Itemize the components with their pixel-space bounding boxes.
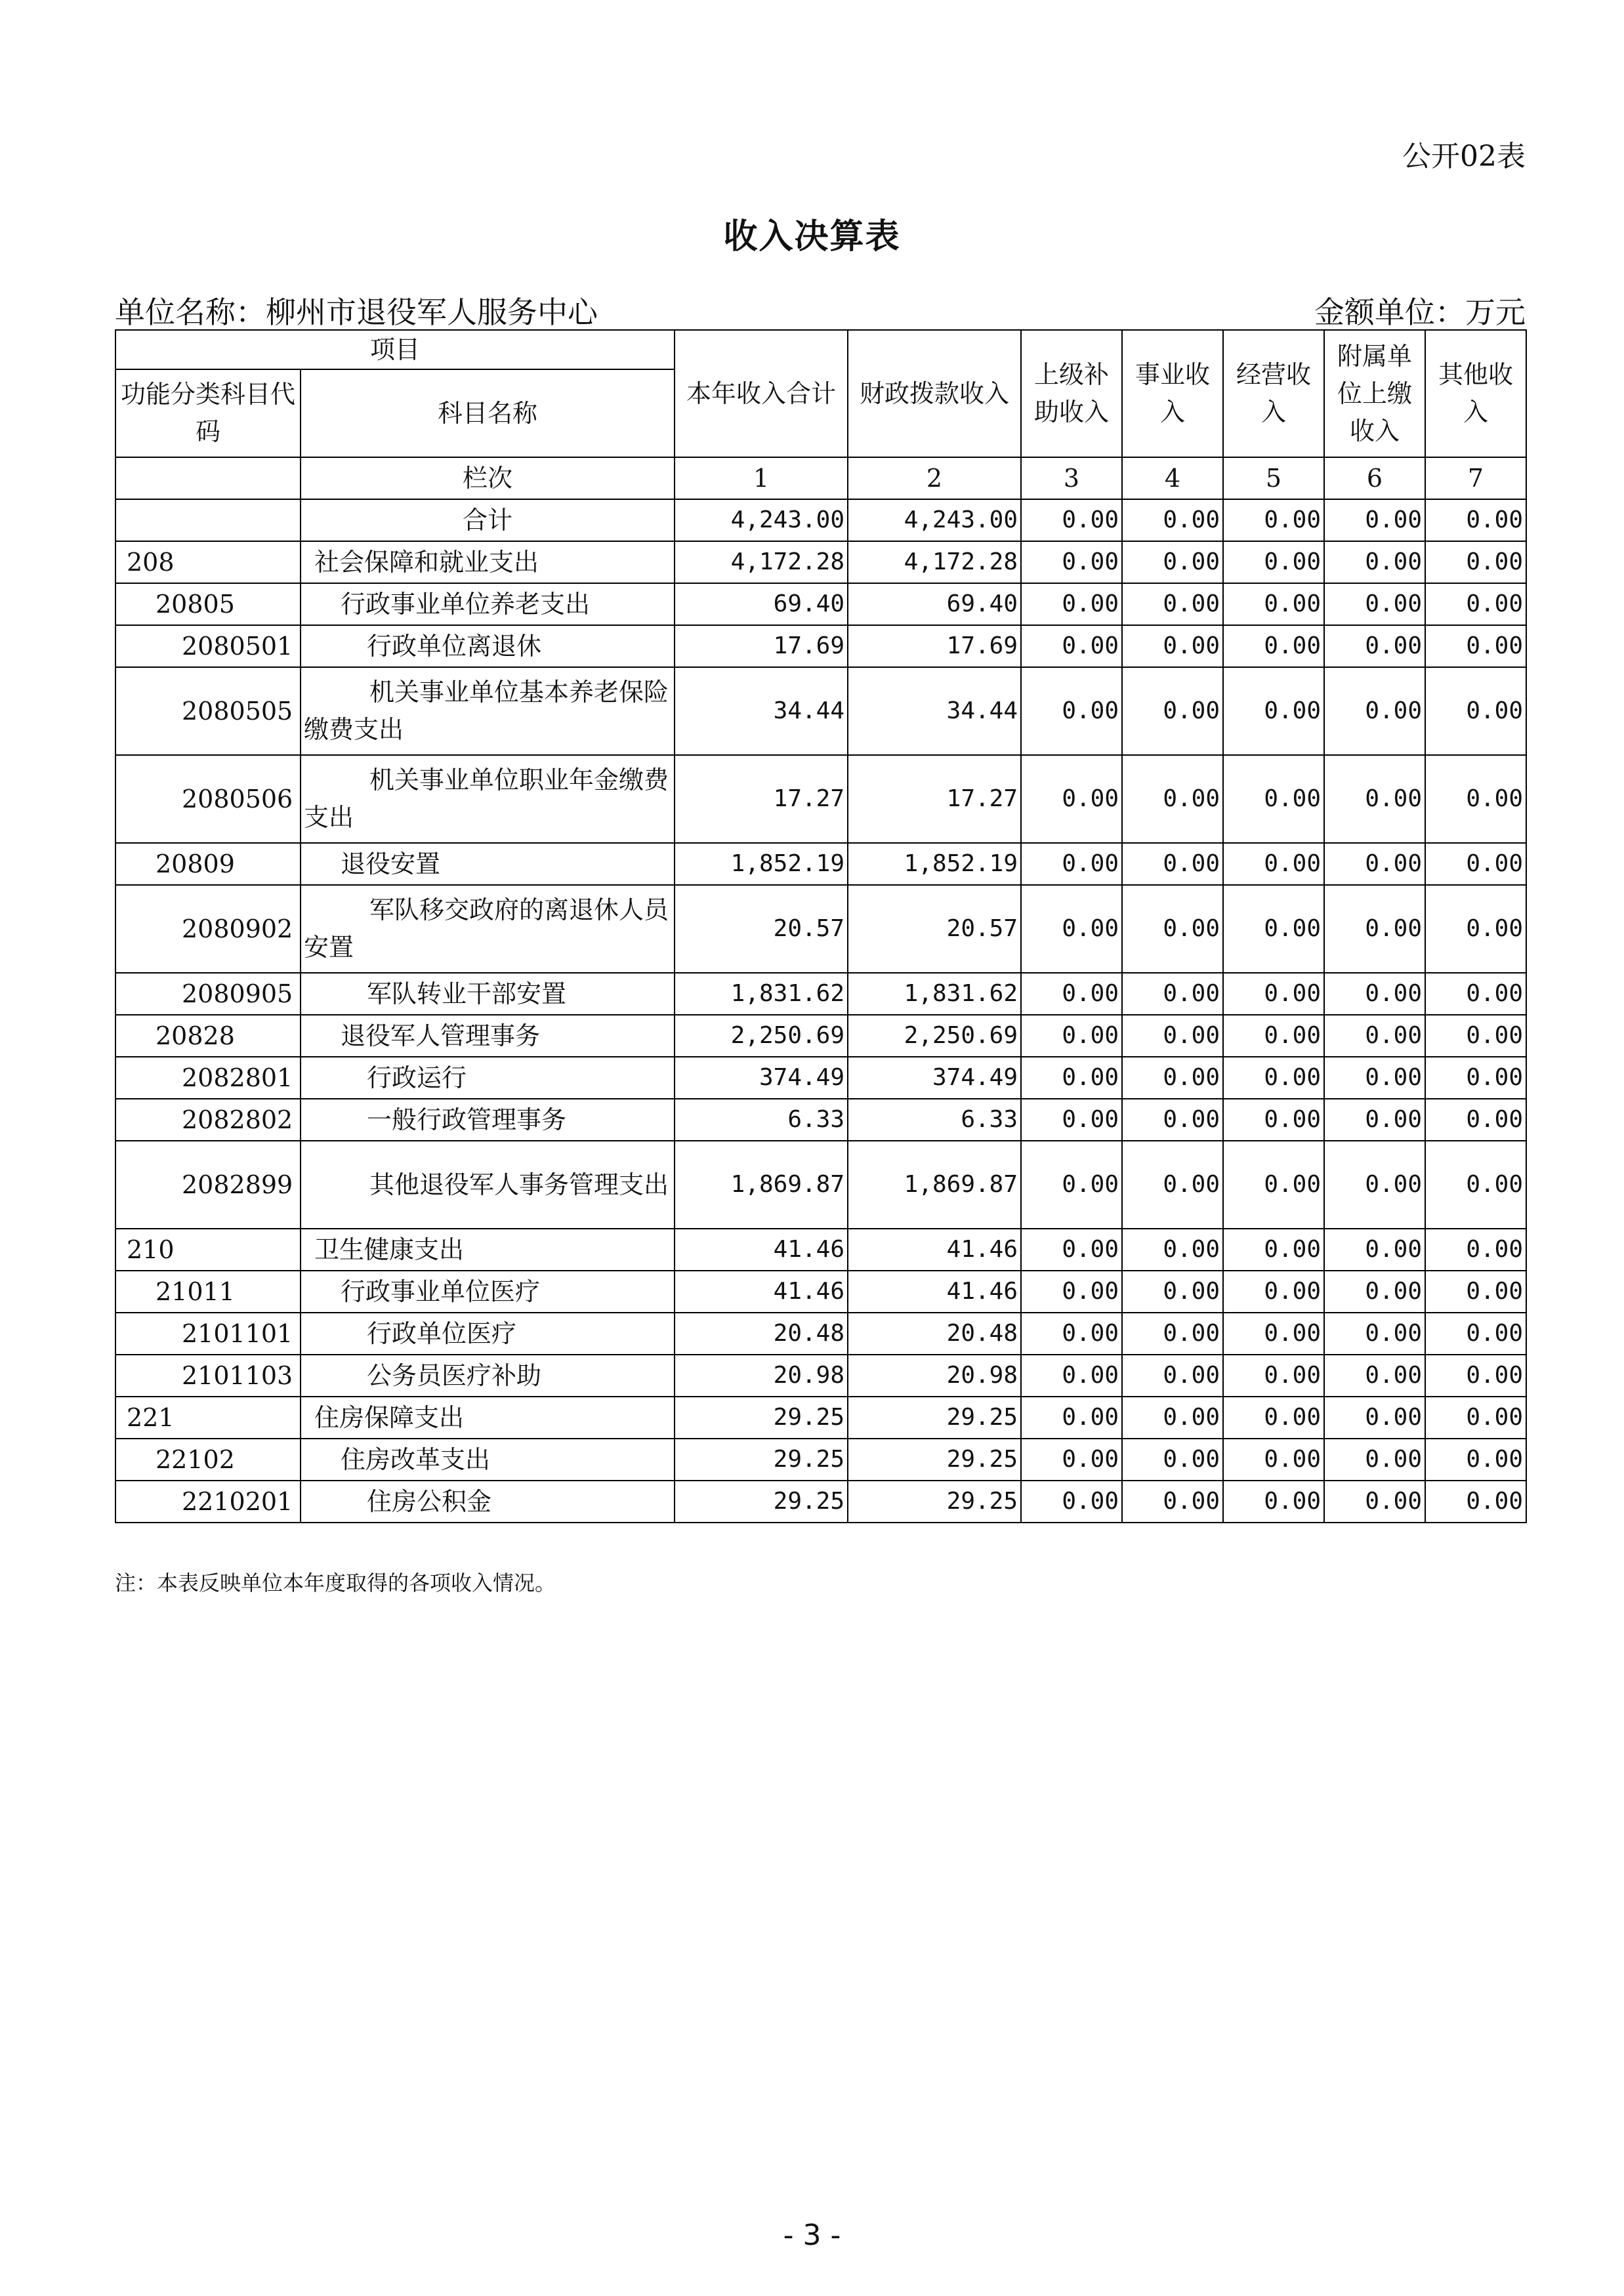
subject-name: 公务员医疗补助 — [301, 1355, 675, 1397]
amount-cell: 0.00 — [1324, 1099, 1425, 1141]
table-row — [115, 541, 1526, 583]
amount-cell: 0.00 — [1223, 499, 1324, 541]
amount-cell: 0.00 — [1324, 541, 1425, 583]
amount-cell: 17.27 — [675, 755, 848, 843]
amount-cell: 0.00 — [1425, 1099, 1526, 1141]
table-row — [115, 1313, 1526, 1355]
column-label: 栏次 — [301, 457, 675, 499]
subject-name: 军队转业干部安置 — [301, 973, 675, 1015]
table-row — [115, 843, 1526, 885]
subject-code: 2080506 — [115, 755, 301, 843]
amount-cell: 0.00 — [1425, 625, 1526, 667]
amount-cell: 0.00 — [1223, 1271, 1324, 1313]
amount-cell: 0.00 — [1223, 1439, 1324, 1481]
amount-cell: 0.00 — [1324, 1355, 1425, 1397]
subject-code: 2101103 — [115, 1355, 301, 1397]
subject-name: 住房改革支出 — [301, 1439, 675, 1481]
amount-cell: 0.00 — [1324, 1057, 1425, 1099]
subject-name: 住房公积金 — [301, 1481, 675, 1523]
amount-cell: 0.00 — [1223, 1057, 1324, 1099]
subject-name: 行政事业单位养老支出 — [301, 583, 675, 625]
amount-cell: 0.00 — [1425, 541, 1526, 583]
subject-code: 21011 — [115, 1271, 301, 1313]
amount-cell: 0.00 — [1223, 625, 1324, 667]
amount-cell: 0.00 — [1122, 1397, 1223, 1439]
amount-cell: 29.25 — [848, 1397, 1021, 1439]
amount-cell: 29.25 — [848, 1439, 1021, 1481]
amount-cell: 0.00 — [1021, 1313, 1122, 1355]
amount-cell: 29.25 — [675, 1439, 848, 1481]
amount-cell: 20.98 — [675, 1355, 848, 1397]
amount-cell: 0.00 — [1122, 1355, 1223, 1397]
amount-cell: 1,869.87 — [848, 1141, 1021, 1229]
table-row — [115, 1355, 1526, 1397]
table-row — [115, 1439, 1526, 1481]
subject-code: 22102 — [115, 1439, 301, 1481]
amount-cell: 2,250.69 — [675, 1015, 848, 1057]
column-number: 2 — [848, 457, 1021, 499]
page-title: 收入决算表 — [723, 217, 901, 256]
amount-cell: 0.00 — [1021, 885, 1122, 973]
amount-cell: 0.00 — [1021, 1439, 1122, 1481]
amount-cell: 0.00 — [1324, 755, 1425, 843]
amount-cell: 0.00 — [1223, 1099, 1324, 1141]
subject-name: 军队移交政府的离退休人员安置 — [301, 885, 675, 973]
table-row — [115, 885, 1526, 973]
amount-cell: 0.00 — [1021, 667, 1122, 755]
amount-cell: 34.44 — [675, 667, 848, 755]
amount-cell: 29.25 — [848, 1481, 1021, 1523]
subject-name: 退役安置 — [301, 843, 675, 885]
amount-cell: 0.00 — [1324, 1141, 1425, 1229]
amount-cell: 0.00 — [1122, 625, 1223, 667]
amount-cell: 0.00 — [1324, 1313, 1425, 1355]
amount-cell: 0.00 — [1021, 1355, 1122, 1397]
amount-cell: 0.00 — [1122, 1141, 1223, 1229]
subject-name: 行政事业单位医疗 — [301, 1271, 675, 1313]
amount-cell: 0.00 — [1425, 1397, 1526, 1439]
subject-code: 20828 — [115, 1015, 301, 1057]
amount-cell: 0.00 — [1021, 843, 1122, 885]
table-row — [115, 667, 1526, 755]
amount-cell: 0.00 — [1324, 1397, 1425, 1439]
amount-cell: 29.25 — [675, 1481, 848, 1523]
subject-code — [115, 499, 301, 541]
amount-cell: 0.00 — [1425, 1355, 1526, 1397]
table-row — [115, 755, 1526, 843]
amount-cell: 0.00 — [1021, 499, 1122, 541]
subject-name: 行政单位医疗 — [301, 1313, 675, 1355]
subject-name: 其他退役军人事务管理支出 — [301, 1141, 675, 1229]
amount-cell: 0.00 — [1223, 1229, 1324, 1271]
amount-cell: 0.00 — [1122, 755, 1223, 843]
page-number: - 3 - — [783, 2219, 841, 2252]
amount-cell: 0.00 — [1021, 1397, 1122, 1439]
amount-cell: 0.00 — [1425, 1313, 1526, 1355]
amount-cell: 0.00 — [1223, 667, 1324, 755]
table-row — [115, 973, 1526, 1015]
column-number-row — [115, 457, 1526, 499]
amount-cell: 374.49 — [848, 1057, 1021, 1099]
amount-cell: 29.25 — [675, 1397, 848, 1439]
amount-cell: 20.48 — [848, 1313, 1021, 1355]
amount-cell: 0.00 — [1122, 1439, 1223, 1481]
subject-name: 合计 — [301, 499, 675, 541]
amount-cell: 0.00 — [1425, 1057, 1526, 1099]
amount-cell: 69.40 — [848, 583, 1021, 625]
amount-cell: 20.57 — [848, 885, 1021, 973]
amount-cell: 41.46 — [675, 1271, 848, 1313]
amount-cell: 0.00 — [1223, 583, 1324, 625]
amount-cell: 0.00 — [1425, 1481, 1526, 1523]
amount-cell: 0.00 — [1425, 973, 1526, 1015]
amount-cell: 20.48 — [675, 1313, 848, 1355]
amount-cell: 0.00 — [1324, 499, 1425, 541]
amount-cell: 0.00 — [1021, 1015, 1122, 1057]
header-total: 本年收入合计 — [675, 330, 848, 457]
table-row — [115, 1141, 1526, 1229]
table-row — [115, 1015, 1526, 1057]
table-row — [115, 1057, 1526, 1099]
subject-name: 机关事业单位职业年金缴费支出 — [301, 755, 675, 843]
amount-cell: 0.00 — [1425, 1439, 1526, 1481]
header-row-1 — [115, 330, 1526, 369]
amount-cell: 2,250.69 — [848, 1015, 1021, 1057]
subject-code: 2210201 — [115, 1481, 301, 1523]
subject-name: 退役军人管理事务 — [301, 1015, 675, 1057]
amount-cell: 6.33 — [675, 1099, 848, 1141]
table-row — [115, 1229, 1526, 1271]
amount-cell: 0.00 — [1122, 1057, 1223, 1099]
amount-cell: 0.00 — [1223, 1015, 1324, 1057]
amount-cell: 0.00 — [1223, 1355, 1324, 1397]
amount-cell: 0.00 — [1324, 973, 1425, 1015]
amount-cell: 0.00 — [1425, 583, 1526, 625]
amount-cell: 0.00 — [1122, 843, 1223, 885]
column-number-blank — [115, 457, 301, 499]
amount-cell: 0.00 — [1021, 1481, 1122, 1523]
table-row — [115, 625, 1526, 667]
subject-code: 2082899 — [115, 1141, 301, 1229]
money-unit: 金额单位：万元 — [1314, 295, 1526, 330]
subject-name: 机关事业单位基本养老保险缴费支出 — [301, 667, 675, 755]
subject-code: 208 — [115, 541, 301, 583]
amount-cell: 0.00 — [1223, 1397, 1324, 1439]
amount-cell: 0.00 — [1223, 843, 1324, 885]
column-number: 4 — [1122, 457, 1223, 499]
subject-code: 210 — [115, 1229, 301, 1271]
amount-cell: 0.00 — [1122, 541, 1223, 583]
amount-cell: 0.00 — [1324, 667, 1425, 755]
amount-cell: 374.49 — [675, 1057, 848, 1099]
column-number: 5 — [1223, 457, 1324, 499]
amount-cell: 0.00 — [1324, 843, 1425, 885]
amount-cell: 0.00 — [1223, 541, 1324, 583]
amount-cell: 4,243.00 — [848, 499, 1021, 541]
amount-cell: 0.00 — [1425, 843, 1526, 885]
amount-cell: 41.46 — [848, 1229, 1021, 1271]
table-row — [115, 583, 1526, 625]
amount-cell: 0.00 — [1223, 973, 1324, 1015]
amount-cell: 0.00 — [1425, 755, 1526, 843]
header-operating: 经营收入 — [1223, 330, 1324, 457]
amount-cell: 0.00 — [1021, 973, 1122, 1015]
unit-name: 单位名称：柳州市退役军人服务中心 — [115, 295, 598, 330]
header-other: 其他收入 — [1425, 330, 1526, 457]
amount-cell: 0.00 — [1425, 1229, 1526, 1271]
header-business: 事业收入 — [1122, 330, 1223, 457]
amount-cell: 1,852.19 — [848, 843, 1021, 885]
subject-code: 2080505 — [115, 667, 301, 755]
header-code: 功能分类科目代码 — [115, 369, 301, 457]
table-row — [115, 1271, 1526, 1313]
amount-cell: 1,869.87 — [675, 1141, 848, 1229]
subject-name: 卫生健康支出 — [301, 1229, 675, 1271]
amount-cell: 0.00 — [1021, 1141, 1122, 1229]
subject-name: 住房保障支出 — [301, 1397, 675, 1439]
column-number: 6 — [1324, 457, 1425, 499]
amount-cell: 0.00 — [1324, 1015, 1425, 1057]
subject-code: 2101101 — [115, 1313, 301, 1355]
amount-cell: 17.27 — [848, 755, 1021, 843]
amount-cell: 69.40 — [675, 583, 848, 625]
amount-cell: 0.00 — [1223, 755, 1324, 843]
column-number: 1 — [675, 457, 848, 499]
subject-name: 行政单位离退休 — [301, 625, 675, 667]
amount-cell: 0.00 — [1122, 1271, 1223, 1313]
amount-cell: 0.00 — [1021, 1229, 1122, 1271]
amount-cell: 0.00 — [1425, 1271, 1526, 1313]
amount-cell: 0.00 — [1122, 1313, 1223, 1355]
amount-cell: 4,172.28 — [848, 541, 1021, 583]
form-number: 公开02表 — [1402, 140, 1526, 173]
amount-cell: 0.00 — [1122, 1099, 1223, 1141]
amount-cell: 0.00 — [1425, 1141, 1526, 1229]
amount-cell: 0.00 — [1324, 625, 1425, 667]
amount-cell: 0.00 — [1122, 885, 1223, 973]
table-note: 注：本表反映单位本年度取得的各项收入情况。 — [115, 1570, 556, 1595]
amount-cell: 4,243.00 — [675, 499, 848, 541]
amount-cell: 0.00 — [1021, 755, 1122, 843]
amount-cell: 41.46 — [675, 1229, 848, 1271]
amount-cell: 0.00 — [1425, 1015, 1526, 1057]
amount-cell: 1,831.62 — [848, 973, 1021, 1015]
subject-code: 2082801 — [115, 1057, 301, 1099]
amount-cell: 0.00 — [1021, 1099, 1122, 1141]
amount-cell: 0.00 — [1324, 1229, 1425, 1271]
income-table — [115, 329, 1527, 1523]
amount-cell: 0.00 — [1122, 583, 1223, 625]
amount-cell: 41.46 — [848, 1271, 1021, 1313]
header-fiscal: 财政拨款收入 — [848, 330, 1021, 457]
amount-cell: 0.00 — [1021, 1057, 1122, 1099]
subject-code: 20805 — [115, 583, 301, 625]
subject-code: 2082802 — [115, 1099, 301, 1141]
amount-cell: 0.00 — [1122, 667, 1223, 755]
amount-cell: 0.00 — [1425, 667, 1526, 755]
subject-code: 20809 — [115, 843, 301, 885]
amount-cell: 0.00 — [1021, 625, 1122, 667]
amount-cell: 0.00 — [1223, 1141, 1324, 1229]
subject-code: 221 — [115, 1397, 301, 1439]
header-project: 项目 — [115, 330, 675, 369]
column-number: 7 — [1425, 457, 1526, 499]
amount-cell: 20.57 — [675, 885, 848, 973]
subject-code: 2080902 — [115, 885, 301, 973]
amount-cell: 0.00 — [1223, 1313, 1324, 1355]
amount-cell: 0.00 — [1122, 499, 1223, 541]
amount-cell: 0.00 — [1021, 541, 1122, 583]
amount-cell: 0.00 — [1021, 583, 1122, 625]
amount-cell: 0.00 — [1122, 1229, 1223, 1271]
amount-cell: 17.69 — [848, 625, 1021, 667]
amount-cell: 17.69 — [675, 625, 848, 667]
amount-cell: 0.00 — [1223, 1481, 1324, 1523]
amount-cell: 1,852.19 — [675, 843, 848, 885]
subject-code: 2080905 — [115, 973, 301, 1015]
amount-cell: 0.00 — [1425, 499, 1526, 541]
amount-cell: 0.00 — [1324, 583, 1425, 625]
subject-name: 社会保障和就业支出 — [301, 541, 675, 583]
table-row — [115, 1481, 1526, 1523]
subject-code: 2080501 — [115, 625, 301, 667]
amount-cell: 0.00 — [1324, 885, 1425, 973]
amount-cell: 0.00 — [1425, 885, 1526, 973]
header-superior: 上级补助收入 — [1021, 330, 1122, 457]
amount-cell: 0.00 — [1324, 1439, 1425, 1481]
table-row — [115, 1099, 1526, 1141]
amount-cell: 0.00 — [1223, 885, 1324, 973]
table-row — [115, 1397, 1526, 1439]
header-affiliated: 附属单位上缴收入 — [1324, 330, 1425, 457]
amount-cell: 34.44 — [848, 667, 1021, 755]
table-row — [115, 499, 1526, 541]
amount-cell: 20.98 — [848, 1355, 1021, 1397]
amount-cell: 0.00 — [1122, 973, 1223, 1015]
amount-cell: 6.33 — [848, 1099, 1021, 1141]
subject-name: 行政运行 — [301, 1057, 675, 1099]
subject-name: 一般行政管理事务 — [301, 1099, 675, 1141]
amount-cell: 4,172.28 — [675, 541, 848, 583]
amount-cell: 0.00 — [1122, 1015, 1223, 1057]
amount-cell: 0.00 — [1021, 1271, 1122, 1313]
amount-cell: 0.00 — [1324, 1481, 1425, 1523]
amount-cell: 0.00 — [1324, 1271, 1425, 1313]
amount-cell: 0.00 — [1122, 1481, 1223, 1523]
column-number: 3 — [1021, 457, 1122, 499]
header-name: 科目名称 — [301, 369, 675, 457]
amount-cell: 1,831.62 — [675, 973, 848, 1015]
